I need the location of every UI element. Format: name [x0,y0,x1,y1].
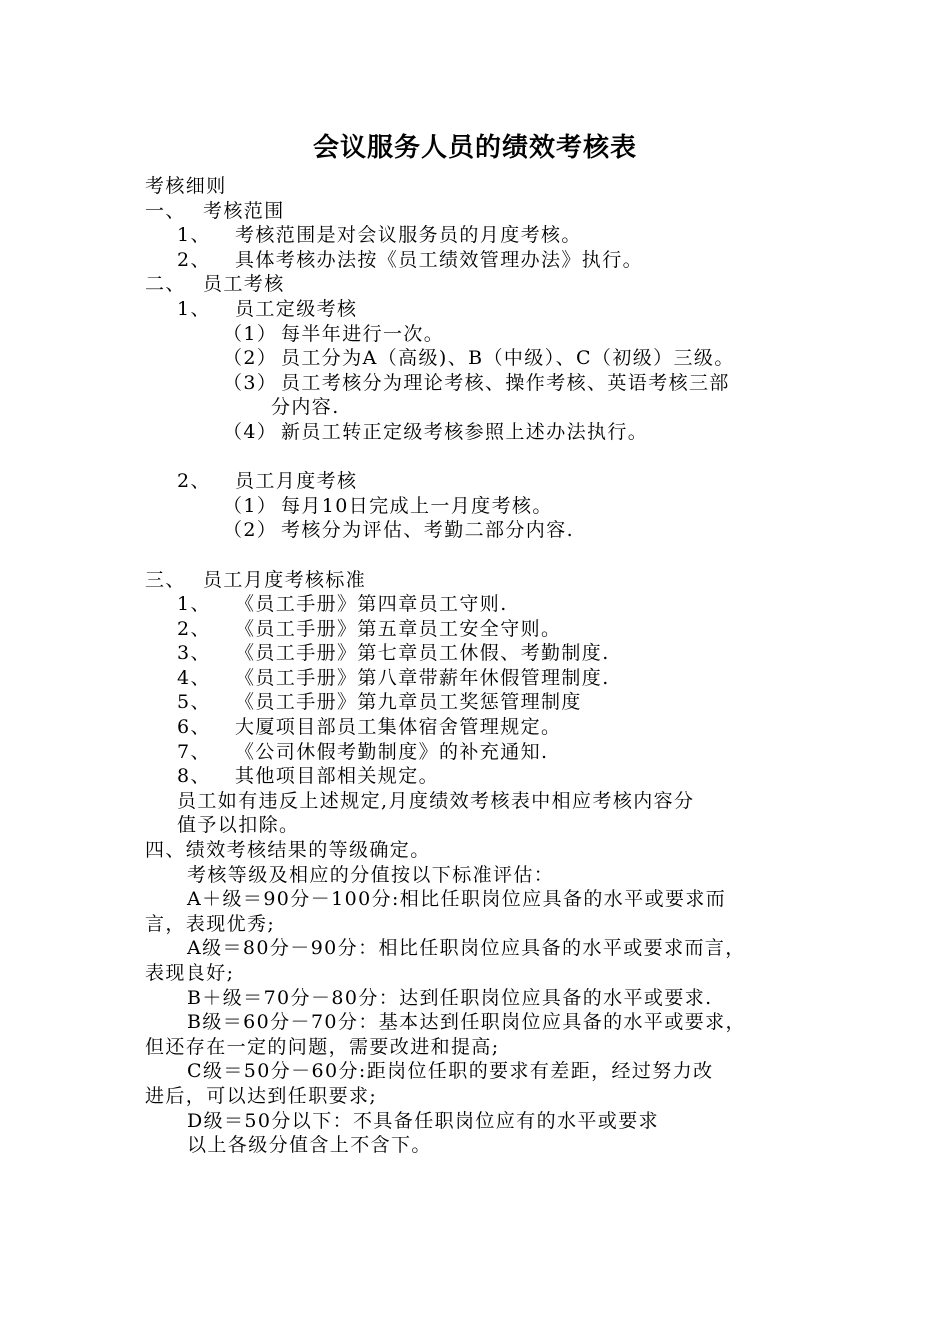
list-item: 4、 《员工手册》第八章带薪年休假管理制度. [177,666,610,689]
grade-line: B级＝60分－70分：基本达到任职岗位应具备的水平或要求， [187,1011,746,1034]
grade-line: A＋级＝90分－100分:相比任职岗位应具备的水平或要求而 [187,888,727,911]
list-item: （1） 每半年进行一次。 [223,322,445,345]
note-line: 员工如有违反上述规定,月度绩效考核表中相应考核内容分 [177,789,695,812]
spacer [145,445,835,470]
list-item: 3、 《员工手册》第七章员工休假、考勤制度. [177,642,610,665]
list-item-continuation: 分内容. [271,396,340,419]
grade-line-continuation: 但还存在一定的问题，需要改进和提高; [145,1035,500,1058]
list-item: （2） 考核分为评估、考勤二部分内容. [223,519,575,542]
list-item: （4） 新员工转正定级考核参照上述办法执行。 [223,420,649,443]
closing-line: 以上各级分值含上不含下。 [187,1134,432,1157]
section-heading: 考核细则 [145,175,227,197]
list-item: 8、 其他项目部相关规定。 [177,765,440,788]
section-1-title: 一、 考核范围 [145,199,285,222]
list-item: 1、 考核范围是对会议服务员的月度考核。 [177,224,582,247]
list-item: 2、 具体考核办法按《员工绩效管理办法》执行。 [177,248,644,271]
note-line: 值予以扣除。 [177,814,300,837]
list-item: 6、 大厦项目部员工集体宿舍管理规定。 [177,716,562,739]
list-item: 1、 《员工手册》第四章员工守则. [177,593,508,616]
list-item: 2、 《员工手册》第五章员工安全守则。 [177,617,562,640]
list-item: 7、 《公司休假考勤制度》的补充通知. [177,740,549,763]
document-body [145,174,835,1158]
section-3-title: 三、 员工月度考核标准 [145,568,367,591]
section-2-title: 二、 员工考核 [145,273,285,296]
section-4-title: 四、绩效考核结果的等级确定。 [145,839,431,862]
list-item: （2） 员工分为A（高级)、B（中级）、C（初级）三级。 [223,347,735,370]
grade-line-continuation: 表现良好; [145,962,235,984]
grade-line: B＋级＝70分－80分：达到任职岗位应具备的水平或要求. [187,986,713,1009]
document-title: 会议服务人员的绩效考核表 [312,133,637,163]
grade-line-continuation: 言，表现优秀; [145,912,276,935]
list-item: 5、 《员工手册》第九章员工奖惩管理制度 [177,691,582,714]
spacer [145,543,835,568]
grade-line: D级＝50分以下：不具备任职岗位应有的水平或要求 [187,1109,660,1132]
grade-line: C级＝50分－60分:距岗位任职的要求有差距，经过努力改 [187,1060,714,1083]
grade-line: A级＝80分－90分：相比任职岗位应具备的水平或要求而言， [187,937,746,960]
grade-intro: 考核等级及相应的分值按以下标准评估： [187,863,555,886]
list-item: （1） 每月10日完成上一月度考核。 [223,494,553,517]
subsection-title: 1、 员工定级考核 [177,297,358,320]
grade-line-continuation: 进后，可以达到任职要求; [145,1084,378,1107]
subsection-title: 2、 员工月度考核 [177,470,358,493]
list-item: （3） 员工考核分为理论考核、操作考核、英语考核三部 [223,371,730,394]
